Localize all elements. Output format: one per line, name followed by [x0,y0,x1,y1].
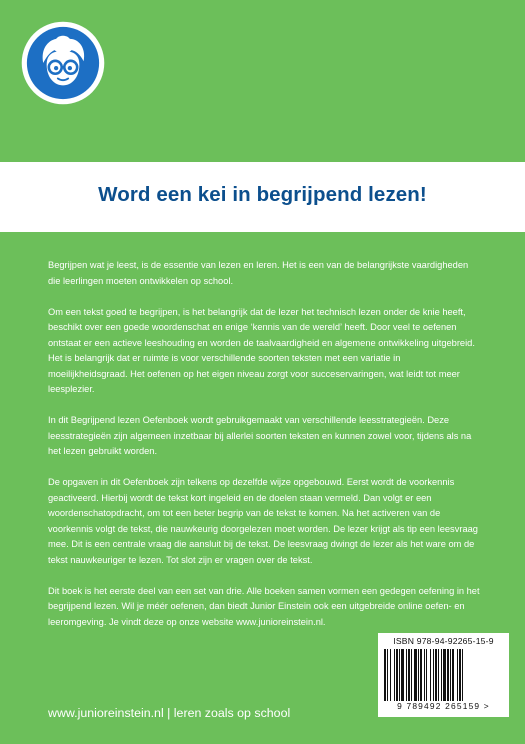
barcode-bar [433,649,434,701]
barcode-bar [457,649,458,701]
barcode-bar [441,649,442,701]
barcode-bar [424,649,425,701]
barcode-bar [430,649,431,701]
paragraph: Begrijpen wat je leest, is de essentie van lezen en leren. Het is een van de belangrijkste vaardigheden die leerlingen moeten ontwikkelen op school. [48,260,469,286]
barcode-bar [396,649,398,701]
top-band [0,0,525,162]
barcode-bar [438,649,439,701]
barcode-bar [459,649,461,701]
paragraph: In dit Begrijpend lezen Oefenboek wordt gebruikgemaakt van verschillende leesstrategieën. Deze leesstrategieën zijn algemeen inzetbaar bij allerlei soorten teksten en kunnen zowel voor, tijdens als na het lezen gebruikt worden. [48,415,472,456]
isbn-label: ISBN 978-94-92265-15-9 [393,636,494,646]
paragraph: Dit boek is het eerste deel van een set van drie. Alle boeken samen vormen een gedegen oefening in het begrijpend lezen. Wil je méér oefenen, dan biedt Junior Einstein ook een uitgebreide online oefen- en leeromgeving. Je vindt deze op onze website www.junioreinstein.nl. [48,585,480,627]
barcode-bar [443,649,446,701]
page-title: Word een kei in begrijpend lezen! [98,183,427,206]
footer-text: www.junioreinstein.nl | leren zoals op school [48,706,291,720]
barcode-bar [450,649,451,701]
paragraph: De opgaven in dit Oefenboek zijn telkens op dezelfde wijze opgebouwd. Eerst wordt de voorkennis geactiveerd. Hierbij wordt de tekst kort ingeleid en de doelen staan vermeld. Dan volgt er een woordenschatopdracht, om tot een beter begrip van de tekst te komen. Na het activeren van de voorkennis volgt de tekst, die nauwkeurig doorgelezen moet worden. De lezer krijgt als tip een leesvraag mee. Dit is een centrale vraag die aansluit bij de tekst. De leesvraag dwingt de lezer als het ware om de tekst nauwkeuriger te lezen. Tot slot zijn er vragen over de tekst. [48,477,478,565]
barcode-digits: 9 789492 265159 > [397,701,490,711]
paragraph: Om een tekst goed te begrijpen, is het belangrijk dat de lezer het technisch lezen onder de knie heeft, beschikt over een goede woordenschat en enige ‘kennis van de wereld’ heeft. Door veel te oefenen ontstaat er een actieve leeshouding en worden de taalvaardigheid en algemene ontwikkeling uitgebreid. Het is belangrijk dat er ruimte is voor verschillende soorten teksten met een variatie in moeilijkheidsgraad. Het oefenen op het eigen niveau zorgt voor succeservaringen, wat leidt tot meer leesplezier. [48,306,475,394]
barcode-bar [418,649,419,701]
barcode-box [378,633,509,717]
barcode-bar [384,649,386,701]
barcode-bar [408,649,410,701]
barcode-bar [452,649,454,701]
title-band [0,162,525,232]
barcode-bar [426,649,427,701]
barcode-bar [462,649,463,701]
barcode-bar [399,649,400,701]
barcode-bar [414,649,417,701]
junior-einstein-logo [20,20,106,106]
barcode-bar [394,649,395,701]
barcode-bar [447,649,449,701]
barcode-bar [411,649,412,701]
barcode-image [382,649,505,701]
barcode-bar [387,649,388,701]
description-text [48,258,480,646]
barcode-bar [406,649,407,701]
barcode-bar [401,649,404,701]
barcode-bar [390,649,391,701]
barcode-bar [435,649,437,701]
barcode-bar [420,649,422,701]
